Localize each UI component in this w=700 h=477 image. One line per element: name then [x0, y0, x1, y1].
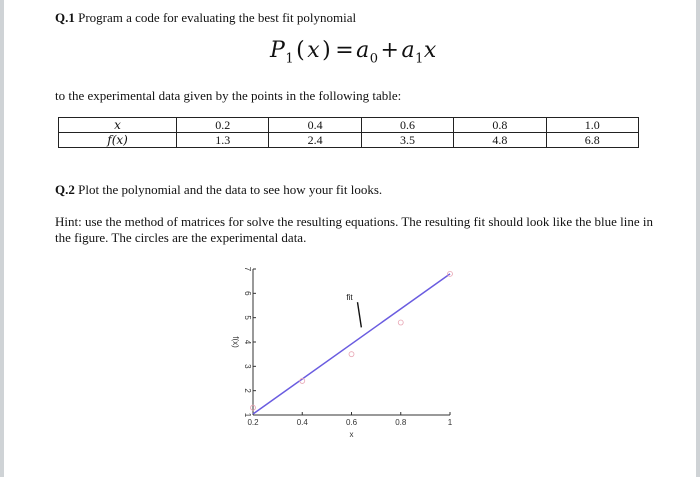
formula-a0-sub: 0 — [369, 51, 379, 67]
x-axis-label: x — [349, 430, 354, 439]
data-point — [349, 352, 354, 357]
y-axis-label: f(x) — [231, 336, 240, 348]
fit-chart — [220, 255, 460, 455]
y-tick-label: 7 — [242, 266, 252, 272]
table-row-f — [59, 133, 639, 148]
formula-plus: + — [380, 38, 400, 63]
x-tick-label: 0.2 — [247, 418, 259, 427]
y-tick-label: 4 — [242, 339, 252, 345]
y-tick-label: 1 — [242, 412, 252, 418]
formula-lhs-sub: 1 — [285, 51, 295, 67]
table-cell: 0.8 — [454, 118, 546, 133]
hint-text: Hint: use the method of matrices for solve the resulting equations. The resulting fit should look like the blue line in the figure. The circles are the experimental data. — [55, 214, 654, 245]
formula-equals: = — [335, 38, 355, 63]
formula-a1: a — [401, 38, 416, 63]
right-edge — [696, 0, 700, 477]
x-tick-label: 1 — [447, 418, 453, 427]
question-1 — [55, 10, 356, 26]
table-cell: 1.3 — [177, 133, 269, 148]
table-cell: 6.8 — [546, 133, 638, 148]
question-2 — [55, 182, 382, 198]
table-cell: 1.0 — [546, 118, 638, 133]
formula-a0: a — [356, 38, 370, 63]
left-edge — [0, 0, 4, 477]
question-2-text: Plot the polynomial and the data to see how your fit looks. — [78, 182, 383, 197]
polynomial-formula: $P_1(x) =a_0+a_1x$ — [270, 38, 437, 67]
y-tick-label: 5 — [242, 315, 252, 320]
x-tick-label: 0.6 — [345, 418, 358, 427]
formula-a1-sub: 1 — [415, 51, 424, 67]
fit-annotation-arrow — [358, 302, 362, 327]
question-2-label: Q.2 — [55, 182, 75, 197]
table-cell: 0.2 — [177, 118, 269, 133]
table-cell-x-label: x — [59, 118, 177, 133]
table-row-x — [59, 118, 639, 133]
table-cell: 3.5 — [361, 133, 453, 148]
table-cell-f-label: f(x) — [59, 133, 177, 148]
data-table — [58, 117, 639, 148]
x-tick-label: 0.8 — [395, 418, 407, 427]
y-tick-label: 6 — [242, 291, 252, 296]
formula-lhs: P — [270, 38, 286, 63]
fit-annotation-label: fit — [346, 293, 353, 303]
table-cell: 4.8 — [454, 133, 546, 148]
table-cell: 0.4 — [269, 118, 361, 133]
formula-a1-var: x — [423, 38, 437, 63]
intro-text: to the experimental data given by the points in the following table: — [55, 88, 402, 103]
question-1-text: Program a code for evaluating the best fit polynomial — [78, 10, 357, 25]
table-cell: 0.6 — [361, 118, 453, 133]
y-tick-label: 3 — [242, 364, 252, 369]
data-point — [398, 320, 403, 325]
table-cell: 2.4 — [269, 133, 361, 148]
question-1-label: Q.1 — [55, 10, 75, 25]
y-tick-label: 2 — [242, 388, 252, 393]
x-tick-label: 0.4 — [296, 418, 308, 427]
formula-var: x — [307, 38, 321, 63]
